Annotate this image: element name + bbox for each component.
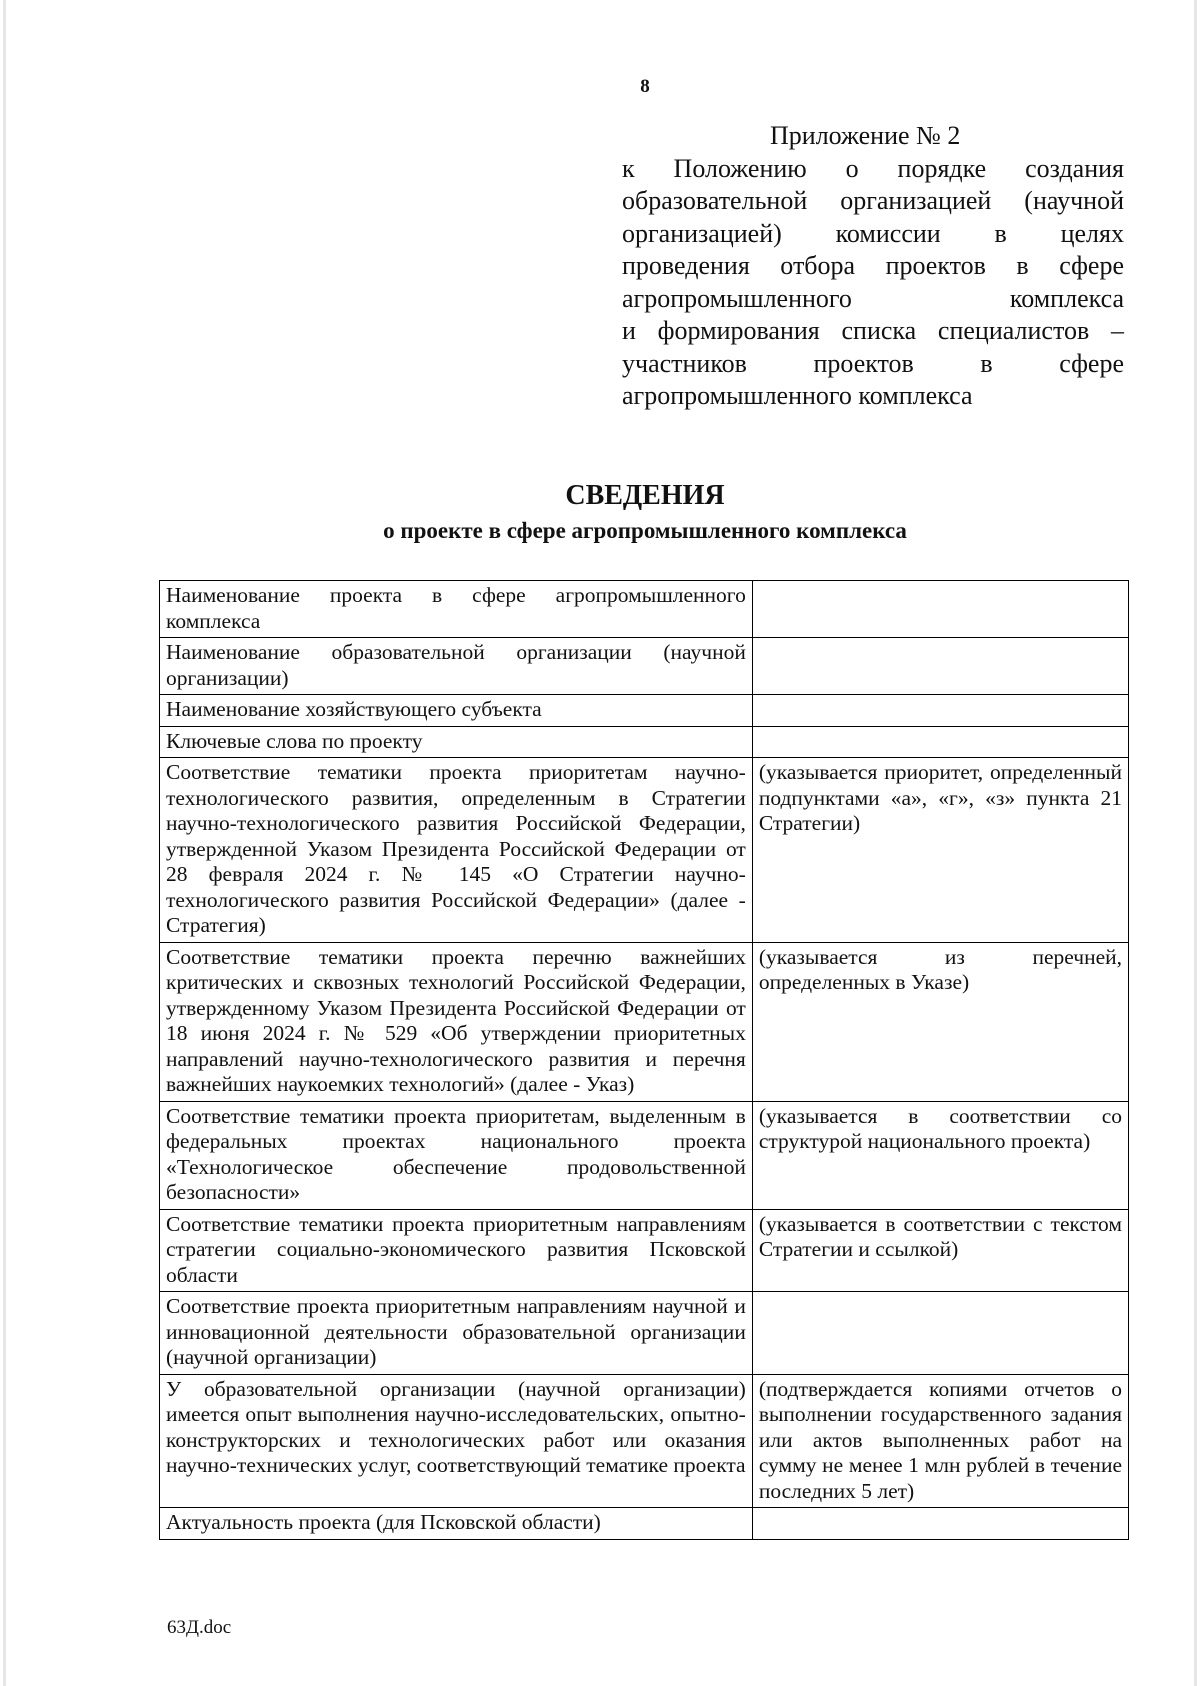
appendix-line: агропромышленного комплекса — [622, 381, 973, 410]
row-label-cell: Ключевые слова по проекту — [160, 726, 753, 758]
table-row — [160, 695, 1129, 727]
table-row — [160, 942, 1129, 1101]
row-label-cell: Соответствие тематики проекта приоритетным направлениям стратегии социально-экономического развития Псковской области — [160, 1209, 753, 1292]
table-row — [160, 1374, 1129, 1508]
row-value-cell — [752, 638, 1128, 695]
row-label-cell: Наименование проекта в сфере агропромышленного комплекса — [160, 581, 753, 638]
table-row — [160, 1292, 1129, 1375]
row-label-cell: У образовательной организации (научной организации) имеется опыт выполнения научно-исследовательских, опытно-конструкторских и технологических работ или оказания научно-технических услуг, соответствующий тематике проекта — [160, 1374, 753, 1508]
row-value-cell: (указывается из перечней, определенных в Указе) — [752, 942, 1128, 1101]
row-label-cell: Соответствие проекта приоритетным направлениям научной и инновационной деятельности образовательной организации (научной организации) — [160, 1292, 753, 1375]
appendix-line: и формирования списка специалистов – — [622, 316, 1124, 345]
table-row — [160, 758, 1129, 943]
appendix-line: проведения отбора проектов в сфере — [622, 251, 1124, 280]
table-row — [160, 1101, 1129, 1209]
row-label-cell: Наименование образовательной организации (научной организации) — [160, 638, 753, 695]
row-value-cell — [752, 695, 1128, 727]
row-label-cell: Соответствие тематики проекта перечню важнейших критических и сквозных технологий Российской Федерации, утвержденному Указом Президента Российской Федерации от 18 июня 2024 г. № 529 «Об утверждении приоритетных направлений научно-технологического развития и перечня важнейших наукоемких технологий» (далее - Указ) — [160, 942, 753, 1101]
scan-edge-right — [1194, 0, 1197, 1686]
row-label-cell: Соответствие тематики проекта приоритетам научно-технологического развития, определенным в Стратегии научно-технологического развития Российской Федерации, утвержденной Указом Президента Российской Федерации от 28 февраля 2024 г. № 145 «О Стратегии научно-технологического развития Российской Федерации» (далее - Стратегия) — [160, 758, 753, 943]
row-value-cell — [752, 726, 1128, 758]
appendix-title: Приложение № 2 — [770, 121, 961, 150]
table-row — [160, 581, 1129, 638]
row-value-cell: (подтверждается копиями отчетов о выполнении государственного задания или актов выполненных работ на сумму не менее 1 млн рублей в течение последних 5 лет) — [752, 1374, 1128, 1508]
row-value-cell — [752, 1292, 1128, 1375]
row-value-cell: (указывается приоритет, определенный подпунктами «а», «г», «з» пункта 21 Стратегии) — [752, 758, 1128, 943]
project-info-table — [159, 580, 1129, 1540]
row-label-cell: Соответствие тематики проекта приоритетам, выделенным в федеральных проектах национального проекта «Технологическое обеспечение продовольственной безопасности» — [160, 1101, 753, 1209]
table-row — [160, 638, 1129, 695]
file-name-footer: 63Д.doc — [167, 1617, 232, 1638]
row-value-cell: (указывается в соответствии с текстом Стратегии и ссылкой) — [752, 1209, 1128, 1292]
row-label-cell: Актуальность проекта (для Псковской области) — [160, 1508, 753, 1540]
row-label-cell: Наименование хозяйствующего субъекта — [160, 695, 753, 727]
appendix-line: агропромышленного комплекса — [622, 283, 1124, 313]
appendix-block — [622, 120, 1124, 413]
document-subtitle: о проекте в сфере агропромышленного комплекса — [383, 518, 907, 543]
page-number: 8 — [640, 76, 650, 97]
document-title: СВЕДЕНИЯ — [565, 480, 725, 511]
table-row — [160, 726, 1129, 758]
project-info-table-body — [160, 581, 1129, 1540]
row-value-cell: (указывается в соответствии со структурой национального проекта) — [752, 1101, 1128, 1209]
row-value-cell — [752, 1508, 1128, 1540]
scan-edge-left — [3, 0, 6, 1686]
appendix-line: образовательной организацией (научной — [622, 186, 1124, 215]
appendix-line: участников проектов в сфере — [622, 348, 1124, 378]
appendix-line: организацией) комиссии в целях — [622, 218, 1124, 248]
table-row — [160, 1209, 1129, 1292]
table-row — [160, 1508, 1129, 1540]
appendix-line: к Положению о порядке создания — [622, 153, 1124, 183]
row-value-cell — [752, 581, 1128, 638]
